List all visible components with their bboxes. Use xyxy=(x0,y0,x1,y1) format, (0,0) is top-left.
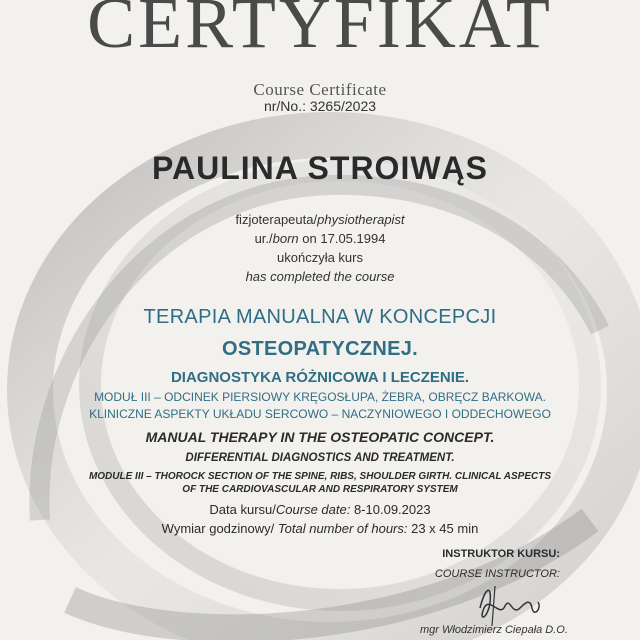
course-title-pl-line2: OSTEOPATYCZNEJ. xyxy=(221,338,418,360)
born-date: on 17.05.1994 xyxy=(302,231,386,246)
profession-line xyxy=(0,212,640,227)
completed-pl: ukończyła kurs xyxy=(277,250,363,265)
instructor-label-en: COURSE INSTRUCTOR: xyxy=(434,568,560,580)
course-date: 8-10.09.2023 xyxy=(353,502,431,517)
course-subtitle-en: DIFFERENTIAL DIAGNOSTICS AND TREATMENT. xyxy=(185,452,455,464)
profession-pl: fizjoterapeuta/ xyxy=(235,212,318,227)
module-pl-line2: KLINICZNE ASPEKTY UKŁADU SERCOWO – NACZYNIOWEGO I ODDECHOWEGO xyxy=(89,407,551,421)
profession-en: physiotherapist xyxy=(317,212,405,227)
course-title-pl-line1: TERAPIA MANUALNA W KONCEPCJI xyxy=(143,306,497,328)
course-hours-label-pl: Wymiar godzinowy/ xyxy=(161,521,275,536)
born-pl: ur./ xyxy=(254,231,273,246)
course-subtitle-pl: DIAGNOSTYKA RÓŻNICOWA I LECZENIE. xyxy=(170,369,470,386)
module-en-line2: OF THE CARDIOVASCULAR AND RESPIRATORY SYSTEM xyxy=(182,484,458,495)
instructor-name: mgr Włodzimierz Ciepała D.O. xyxy=(420,624,568,636)
certificate-subtitle: Course Certificate xyxy=(253,80,387,99)
course-date-line xyxy=(0,502,640,517)
completed-en: has completed the course xyxy=(245,269,395,284)
course-hours-label-en: Total number of hours: xyxy=(277,521,408,536)
course-date-label-pl: Data kursu/ xyxy=(209,502,276,517)
module-pl-line1: MODUŁ III – ODCINEK PIERSIOWY KRĘGOSŁUPA, ŻEBRA, OBRĘCZ BARKOWA. xyxy=(94,390,546,404)
recipient-name: PAULINA STROIWĄS xyxy=(152,150,488,186)
born-line xyxy=(0,231,640,246)
course-hours-line xyxy=(0,521,640,536)
instructor-signature xyxy=(470,578,560,628)
course-hours: 23 x 45 min xyxy=(411,521,479,536)
certificate-number-value: 3265/2023 xyxy=(309,98,377,114)
course-date-label-en: Course date: xyxy=(275,502,351,517)
certificate-number xyxy=(0,98,640,114)
born-en: born xyxy=(272,231,299,246)
course-title-en: MANUAL THERAPY IN THE OSTEOPATIC CONCEPT. xyxy=(145,429,495,445)
certificate-number-label: nr/No.: xyxy=(263,98,306,114)
certificate-title: CERTYFIKAT xyxy=(87,0,553,63)
module-en-line1: MODULE III – THOROCK SECTION OF THE SPINE, RIBS, SHOULDER GIRTH. CLINICAL ASPECTS xyxy=(88,471,552,482)
instructor-label-pl: INSTRUKTOR KURSU: xyxy=(442,548,560,560)
